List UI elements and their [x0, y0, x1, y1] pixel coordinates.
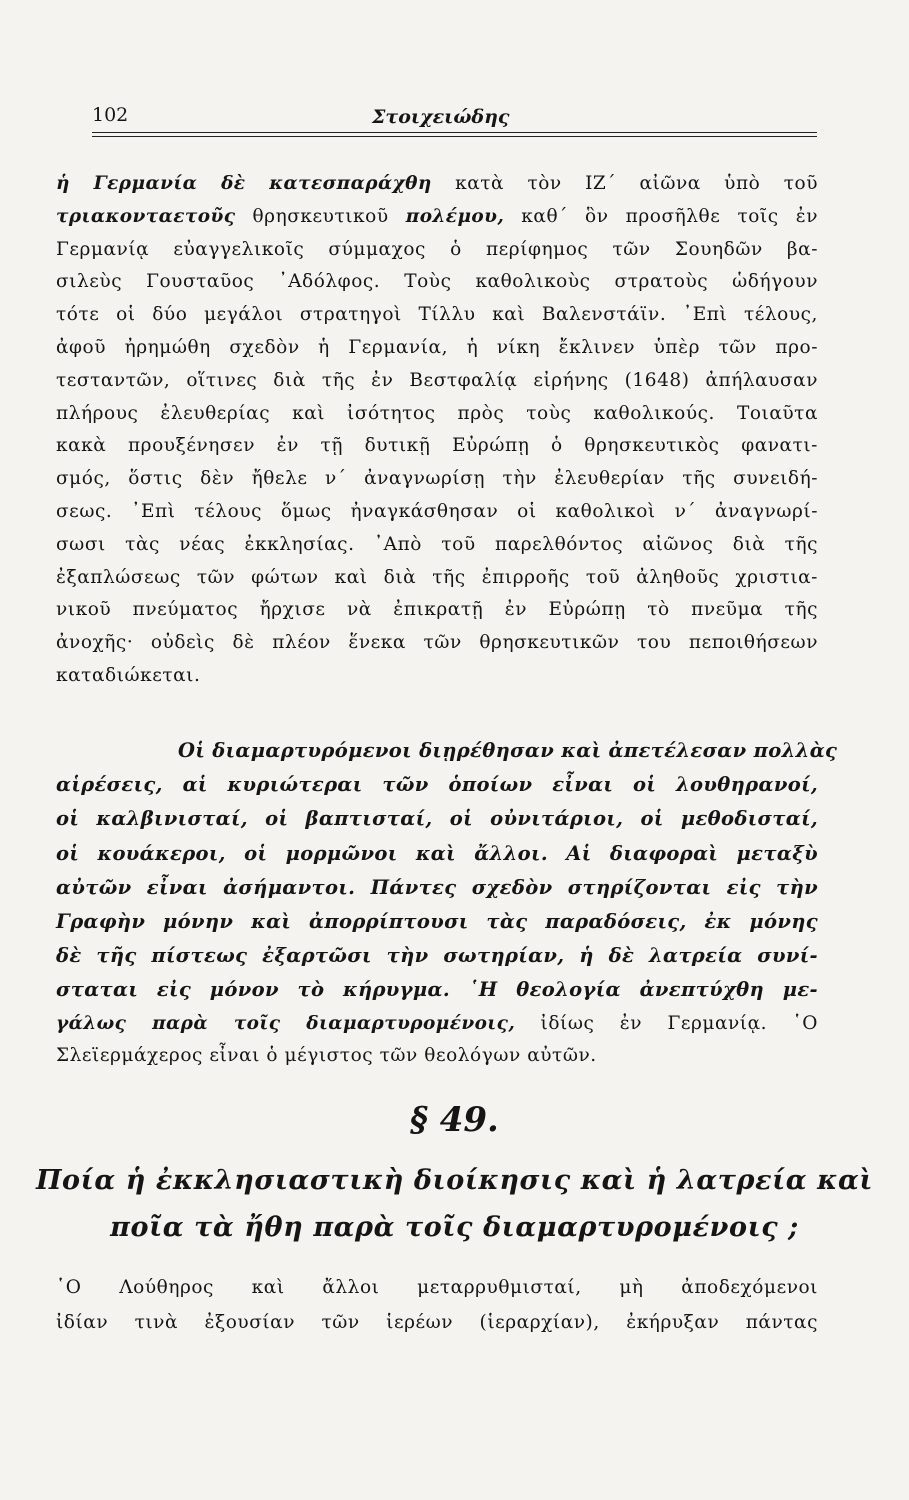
text-line: αἱρέσεις, αἱ κυριώτεραι τῶν ὁποίων εἶναι οἱ λουθηρανοί,	[56, 773, 818, 797]
text-line: σωσι τὰς νέας ἐκκλησίας. ᾿Απὸ τοῦ παρελθόντος αἰῶνος διὰ τῆς	[56, 533, 818, 555]
paragraph-protestant-sects	[56, 734, 838, 1073]
text-line: ῾Ο Λούθηρος καὶ ἄλλοι μεταρρυθμισταί, μὴ ἀποδεχόμενοι	[56, 1277, 818, 1298]
bold-phrase: γάλως παρὰ τοῖς διαμαρτυρομένοις,	[56, 1012, 516, 1034]
bold-phrase: πολέμου,	[405, 205, 505, 227]
section-number: § 49.	[410, 1100, 499, 1140]
text-line: σιλεὺς Γουσταῦος ᾿Αδόλφος. Τοὺς καθολικοὺς στρατοὺς ὡδήγουν	[56, 271, 818, 293]
section-heading-line: ποῖα τὰ ἤθη παρὰ τοῖς διαμαρτυρομένοις ;	[110, 1212, 799, 1243]
text-line: Οἱ διαμαρτυρόμενοι διῃρέθησαν καὶ ἀπετέλεσαν πολλὰς	[178, 739, 838, 762]
text-line: αὐτῶν εἶναι ἀσήμαντοι. Πάντες σχεδὸν στηρίζονται εἰς τὴν	[56, 875, 818, 899]
text-span: κατὰ τὸν ΙΖ΄ αἰῶνα ὑπὸ τοῦ	[431, 173, 818, 194]
text-line: σταται εἰς μόνον τὸ κήρυγμα. ῾Η θεολογία ἀνεπτύχθη με-	[56, 978, 818, 1002]
text-line: ἀνοχῆς· οὐδεὶς δὲ πλέον ἕνεκα τῶν θρησκευτικῶν του πεποιθήσεων	[56, 632, 818, 654]
bold-phrase: τριακονταετοῦς	[56, 205, 236, 227]
text-line: οἱ κουάκεροι, οἱ μορμῶνοι καὶ ἄλλοι. Αἱ διαφοραὶ μεταξὺ	[56, 841, 818, 865]
header-rule	[92, 132, 817, 133]
text-line: ἐξαπλώσεως τῶν φώτων καὶ διὰ τῆς ἐπιρροῆς τοῦ ἀληθοῦς χριστια-	[56, 566, 818, 588]
text-line: ἀφοῦ ἠρημώθη σχεδὸν ἡ Γερμανία, ἡ νίκη ἔκλινεν ὑπὲρ τῶν προ-	[56, 336, 818, 358]
text-line: ἰδίαν τινὰ ἐξουσίαν τῶν ἱερέων (ἱεραρχίαν), ἐκήρυξαν πάντας	[56, 1312, 818, 1333]
page-number: 102	[92, 104, 129, 126]
header-rule-thin	[92, 136, 817, 137]
text-span: ἰδίως ἐν Γερμανίᾳ. ῾Ο	[515, 1012, 818, 1034]
page-header	[92, 104, 817, 134]
bold-phrase: ἡ Γερμανία δὲ κατεσπαράχθη	[56, 173, 432, 194]
section-heading-line: Ποία ἡ ἐκκλησιαστικὴ διοίκησις καὶ ἡ λατρεία καὶ	[35, 1165, 874, 1196]
text-line	[56, 201, 818, 234]
text-line	[56, 1008, 818, 1041]
text-line: καταδιώκεται.	[56, 664, 201, 686]
text-line: τότε οἱ δύο μεγάλοι στρατηγοὶ Τίλλυ καὶ Βαλενστάϊν. ᾿Επὶ τέλους,	[56, 304, 818, 326]
paragraph-thirty-years-war	[56, 168, 818, 693]
text-line: τεσταντῶν, οἵτινες διὰ τῆς ἐν Βεστφαλίᾳ εἰρήνης (1648) ἀπήλαυσαν	[56, 369, 818, 391]
text-line: δὲ τῆς πίστεως ἐξαρτῶσι τὴν σωτηρίαν, ἡ δὲ λατρεία συνί-	[56, 944, 818, 968]
text-line: Γερμανίᾳ εὐαγγελικοῖς σύμμαχος ὁ περίφημος τῶν Σουηδῶν βα-	[56, 238, 818, 260]
text-line: Σλεϊερμάχερος εἶναι ὁ μέγιστος τῶν θεολόγων αὐτῶν.	[56, 1045, 597, 1067]
text-span: καθ΄ ὃν προσῆλθε τοῖς ἐν	[504, 205, 818, 227]
text-line: οἱ καλβινισταί, οἱ βαπτισταί, οἱ οὐνιτάριοι, οἱ μεθοδισταί,	[56, 807, 818, 831]
paragraph-church-administration	[56, 1270, 818, 1340]
text-line: πλήρους ἐλευθερίας καὶ ἰσότητος πρὸς τοὺς καθολικούς. Τοιαῦτα	[56, 402, 818, 424]
text-line: Γραφὴν μόνην καὶ ἀπορρίπτουσι τὰς παραδόσεις, ἐκ μόνης	[56, 909, 818, 933]
text-line: σεως. ᾿Επὶ τέλους ὅμως ἠναγκάσθησαν οἱ καθολικοὶ ν΄ ἀναγνωρί-	[56, 500, 818, 522]
text-span: θρησκευτικοῦ	[235, 205, 406, 227]
text-line: κακὰ προυξένησεν ἐν τῇ δυτικῇ Εὐρώπῃ ὁ θρησκευτικὸς φανατι-	[56, 435, 818, 457]
text-line: νικοῦ πνεύματος ἤρχισε νὰ ἐπικρατῇ ἐν Εὐρώπῃ τὸ πνεῦμα τῆς	[56, 599, 818, 621]
running-title: Στοιχειώδης	[372, 106, 510, 128]
text-line: σμός, ὅστις δὲν ἤθελε ν΄ ἀναγνωρίσῃ τὴν ἐλευθερίαν τῆς συνειδή-	[56, 468, 818, 490]
text-line	[56, 168, 818, 201]
